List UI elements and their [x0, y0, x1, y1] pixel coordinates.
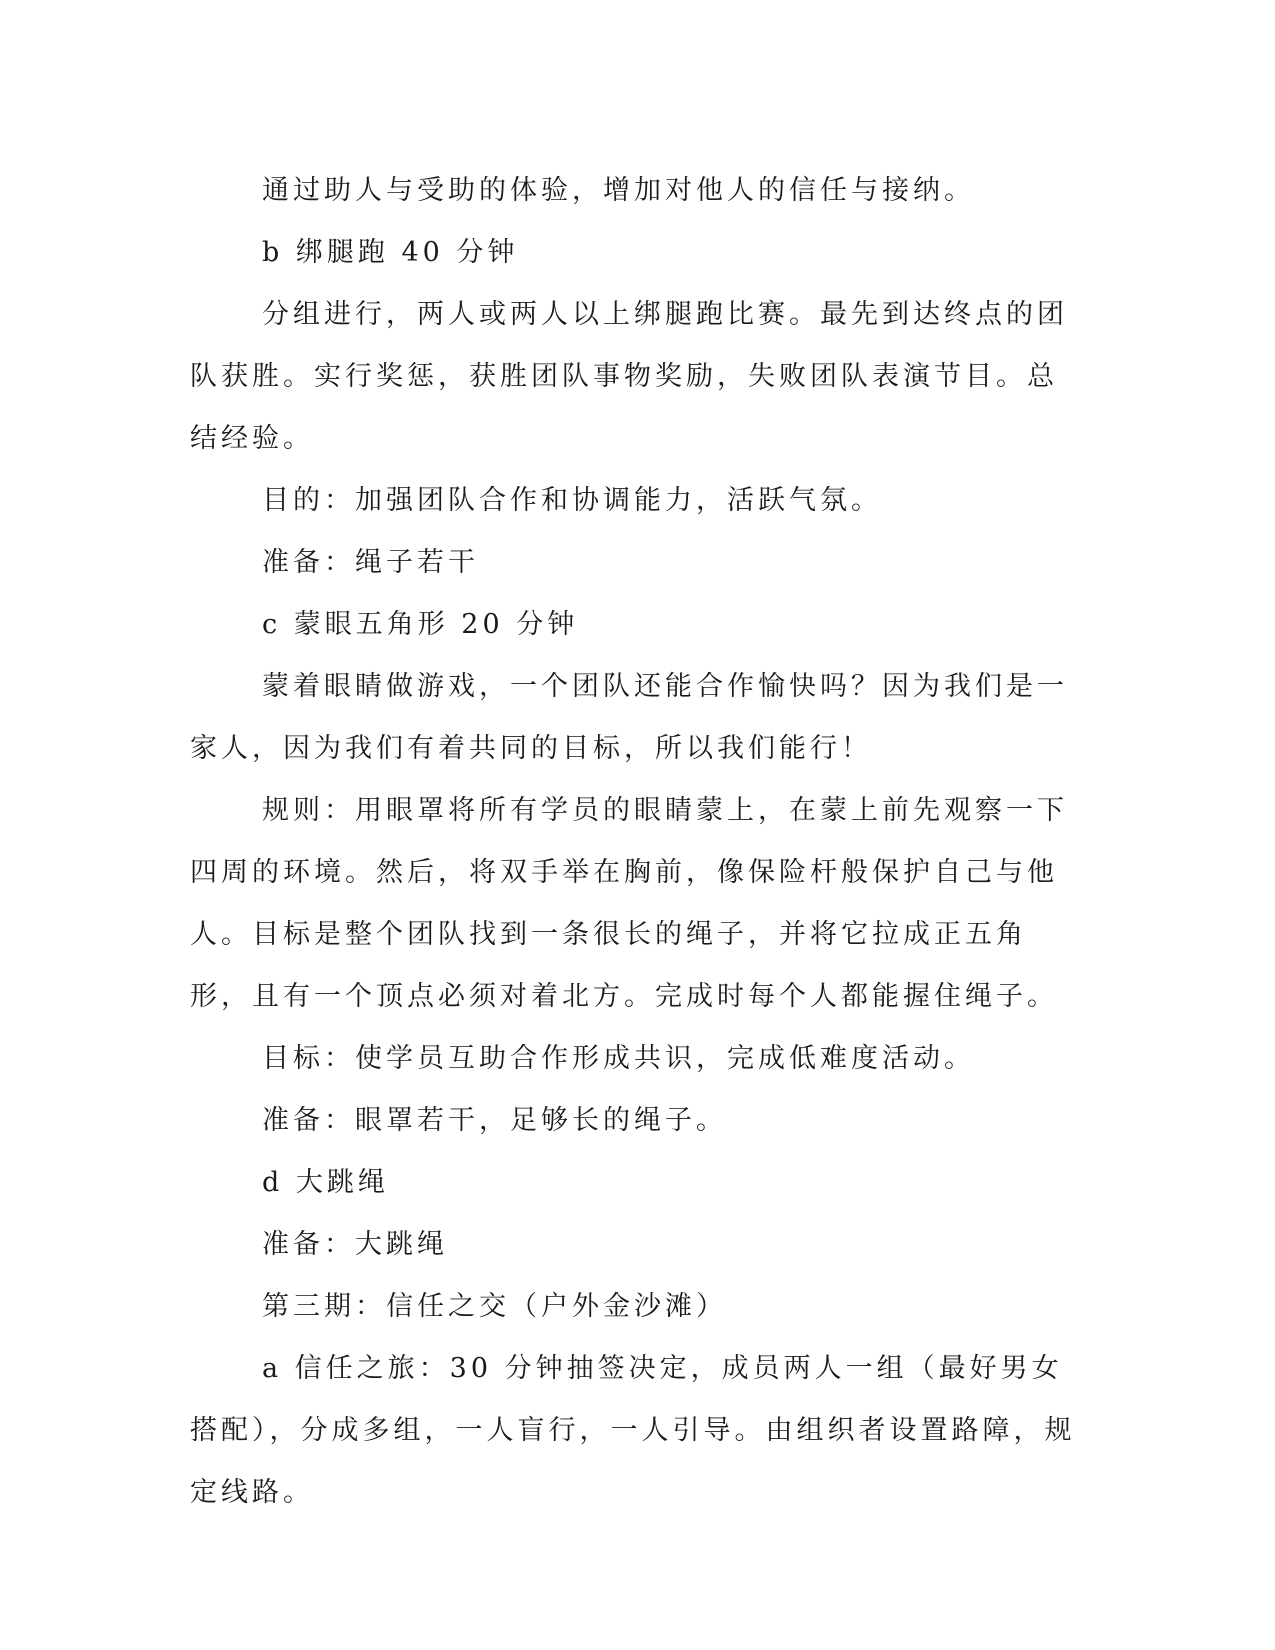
paragraph-pentagon-preparation: 准备：眼罩若干，足够长的绳子。 [262, 1105, 727, 1136]
paragraph-jump-rope-preparation: 准备：大跳绳 [262, 1229, 448, 1260]
paragraph-race-description: 分组进行，两人或两人以上绑腿跑比赛。最先到达终点的团队获胜。实行奖惩，获胜团队事物奖励，失败团队表演节目。总结经验。 [190, 299, 1068, 454]
paragraph-pentagon-goal: 目标：使学员互助合作形成共识，完成低难度活动。 [262, 1043, 975, 1074]
heading-big-jump-rope: d 大跳绳 [262, 1167, 389, 1198]
paragraph-pentagon-intro: 蒙着眼睛做游戏，一个团队还能合作愉快吗？因为我们是一家人，因为我们有着共同的目标，所以我们能行！ [190, 671, 1068, 764]
paragraph-pentagon-rules: 规则：用眼罩将所有学员的眼睛蒙上，在蒙上前先观察一下四周的环境。然后，将双手举在胸前，像保险杆般保护自己与他人。目标是整个团队找到一条很长的绳子，并将它拉成正五角形，且有一个顶点必须对着北方。完成时每个人都能握住绳子。 [190, 795, 1068, 1012]
heading-blindfold-pentagon: c 蒙眼五角形 20 分钟 [262, 609, 579, 640]
paragraph-trust-journey: a 信任之旅：30 分钟抽签决定，成员两人一组（最好男女搭配），分成多组，一人盲行，一人引导。由组织者设置路障，规定线路。 [190, 1353, 1076, 1508]
heading-phase-three: 第三期：信任之交（户外金沙滩） [262, 1291, 727, 1322]
paragraph-race-purpose: 目的：加强团队合作和协调能力，活跃气氛。 [262, 485, 882, 516]
document-body [190, 160, 1080, 1524]
paragraph-race-preparation: 准备：绳子若干 [262, 547, 479, 578]
heading-three-legged-race: b 绑腿跑 40 分钟 [262, 237, 519, 268]
paragraph-trust-purpose: 通过助人与受助的体验，增加对他人的信任与接纳。 [262, 175, 975, 206]
